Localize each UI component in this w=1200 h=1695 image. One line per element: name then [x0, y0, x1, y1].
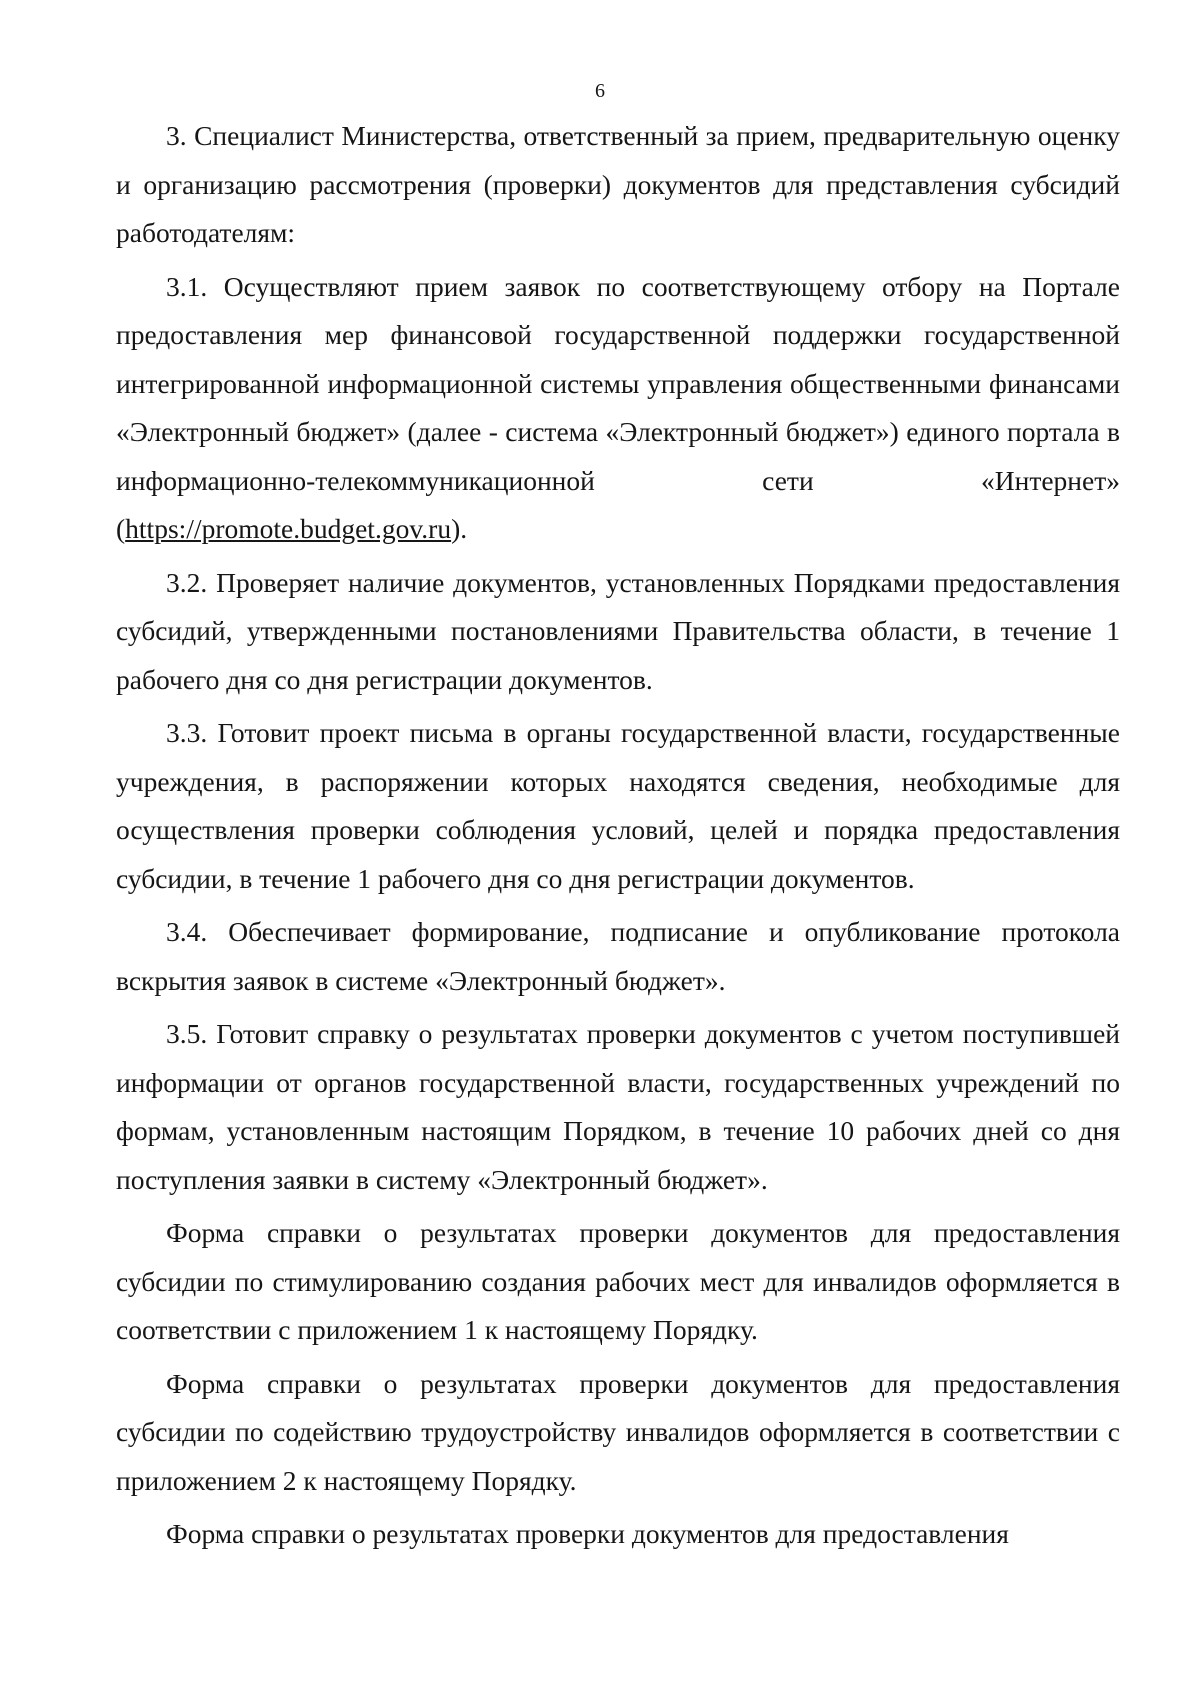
portal-link[interactable]: https://promote.budget.gov.ru [125, 513, 452, 544]
paragraph-3-3: 3.3. Готовит проект письма в органы государственной власти, государственные учреждения, в распоряжении которых находятся сведения, необходимые для осуществления проверки соблюдения условий, целей и порядка предоставления субсидии, в течение 1 рабочего дня со дня регистрации документов. [116, 717, 1120, 894]
paragraph-3-4: 3.4. Обеспечивает формирование, подписание и опубликование протокола вскрытия заявок в системе «Электронный бюджет». [116, 916, 1120, 996]
paragraph-3: 3. Специалист Министерства, ответственный за прием, предварительную оценку и организацию рассмотрения (проверки) документов для представления субсидий работодателям: [116, 120, 1120, 248]
link-close-paren: ). [451, 513, 468, 544]
link-open-paren: ( [116, 513, 126, 544]
paragraph-form-appendix-2: Форма справки о результатах проверки документов для предоставления субсидии по содействию трудоустройству инвалидов оформляется в соответствии с приложением 2 к настоящему Порядку. [116, 1367, 1120, 1496]
paragraph-3-2: 3.2. Проверяет наличие документов, установленных Порядками предоставления субсидий, утвержденными постановлениями Правительства области, в течение 1 рабочего дня со дня регистрации документов. [116, 566, 1120, 695]
page-number: 6 [595, 80, 605, 102]
paragraph-3-1-text: 3.1. Осуществляют прием заявок по соответствующему отбору на Портале предоставления мер финансовой государственной поддержки государственной интегрированной информационной системы управления общественными финансами «Электронный бюджет» (далее - система «Электронный бюджет») единого портала в информационно-телекоммуникационной сети «Интернет» [116, 270, 1120, 496]
paragraph-form-appendix-1: Форма справки о результатах проверки документов для предоставления субсидии по стимулированию создания рабочих мест для инвалидов оформляется в соответствии с приложением 1 к настоящему Порядку. [116, 1217, 1120, 1345]
document-body [116, 112, 1120, 1559]
paragraph-3-1 [116, 263, 1120, 554]
paragraph-form-continued: Форма справки о результатах проверки документов для предоставления [166, 1518, 1009, 1549]
paragraph-3-5: 3.5. Готовит справку о результатах проверки документов с учетом поступившей информации от органов государственной власти, государственных учреждений по формам, установленным настоящим Порядком, в течение 10 рабочих дней со дня поступления заявки в систему «Электронный бюджет». [116, 1018, 1120, 1195]
